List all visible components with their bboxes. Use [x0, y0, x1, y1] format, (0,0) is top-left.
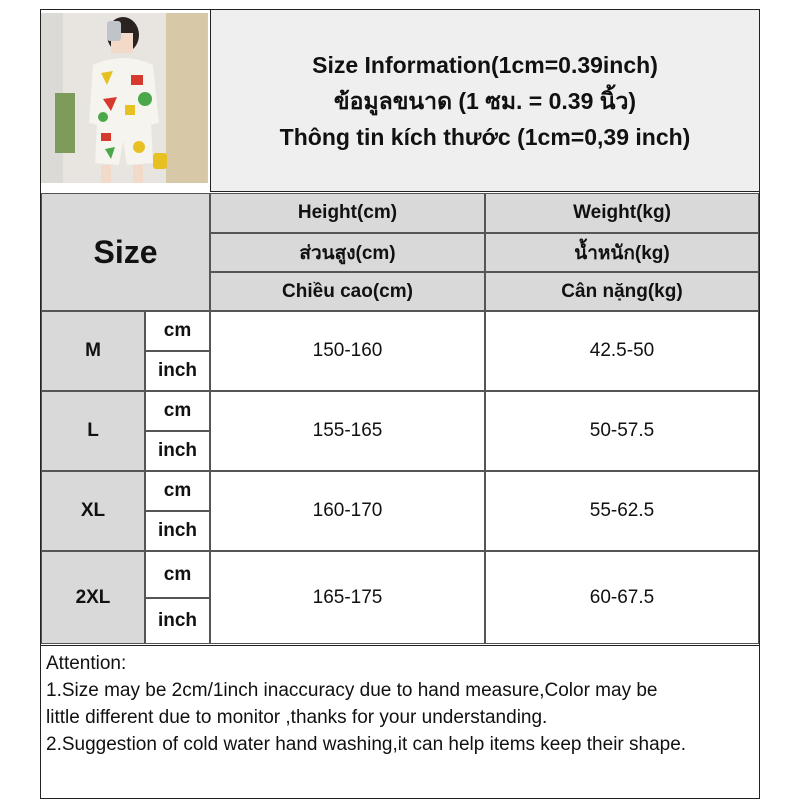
weight-value-2xl: 60-67.5: [485, 551, 759, 644]
note-line-1: 1.Size may be 2cm/1inch inaccuracy due to hand measure,Color may be: [46, 680, 658, 701]
height-value-xl: 160-170: [210, 471, 485, 551]
attention-notes: [41, 645, 759, 797]
note-line-3: 2.Suggestion of cold water hand washing,it can help items keep their shape.: [46, 734, 687, 755]
height-value-l: 155-165: [210, 391, 485, 471]
title-english: Size Information(1cm=0.39inch): [312, 51, 658, 78]
size-label-2xl: 2XL: [41, 551, 145, 644]
height-header-en: Height(cm): [210, 193, 485, 233]
height-header-th: ส่วนสูง(cm): [210, 233, 485, 272]
unit-cm: cm: [145, 471, 210, 511]
unit-inch: inch: [145, 351, 210, 391]
weight-value-m: 42.5-50: [485, 311, 759, 391]
unit-cm: cm: [145, 391, 210, 431]
weight-value-xl: 55-62.5: [485, 471, 759, 551]
size-label-xl: XL: [41, 471, 145, 551]
unit-inch: inch: [145, 598, 210, 644]
size-label-l: L: [41, 391, 145, 471]
model-illustration: [41, 13, 208, 183]
title-thai: ข้อมูลขนาด (1 ซม. = 0.39 นิ้ว): [333, 87, 637, 114]
weight-header-vi: Cân nặng(kg): [485, 272, 759, 311]
size-label-m: M: [41, 311, 145, 391]
weight-header-en: Weight(kg): [485, 193, 759, 233]
unit-inch: inch: [145, 511, 210, 551]
weight-header-th: น้ำหนัก(kg): [485, 233, 759, 272]
unit-cm: cm: [145, 311, 210, 351]
size-header: Size: [41, 193, 210, 311]
product-photo: [41, 13, 208, 183]
title-vietnamese: Thông tin kích thước (1cm=0,39 inch): [279, 123, 691, 150]
unit-inch: inch: [145, 431, 210, 471]
weight-value-l: 50-57.5: [485, 391, 759, 471]
notes-heading: Attention:: [46, 653, 127, 674]
height-header-vi: Chiều cao(cm): [210, 272, 485, 311]
height-value-m: 150-160: [210, 311, 485, 391]
size-info-title: [210, 10, 759, 192]
unit-cm: cm: [145, 551, 210, 598]
note-line-2: little different due to monitor ,thanks for your understanding.: [46, 707, 548, 728]
height-value-2xl: 165-175: [210, 551, 485, 644]
